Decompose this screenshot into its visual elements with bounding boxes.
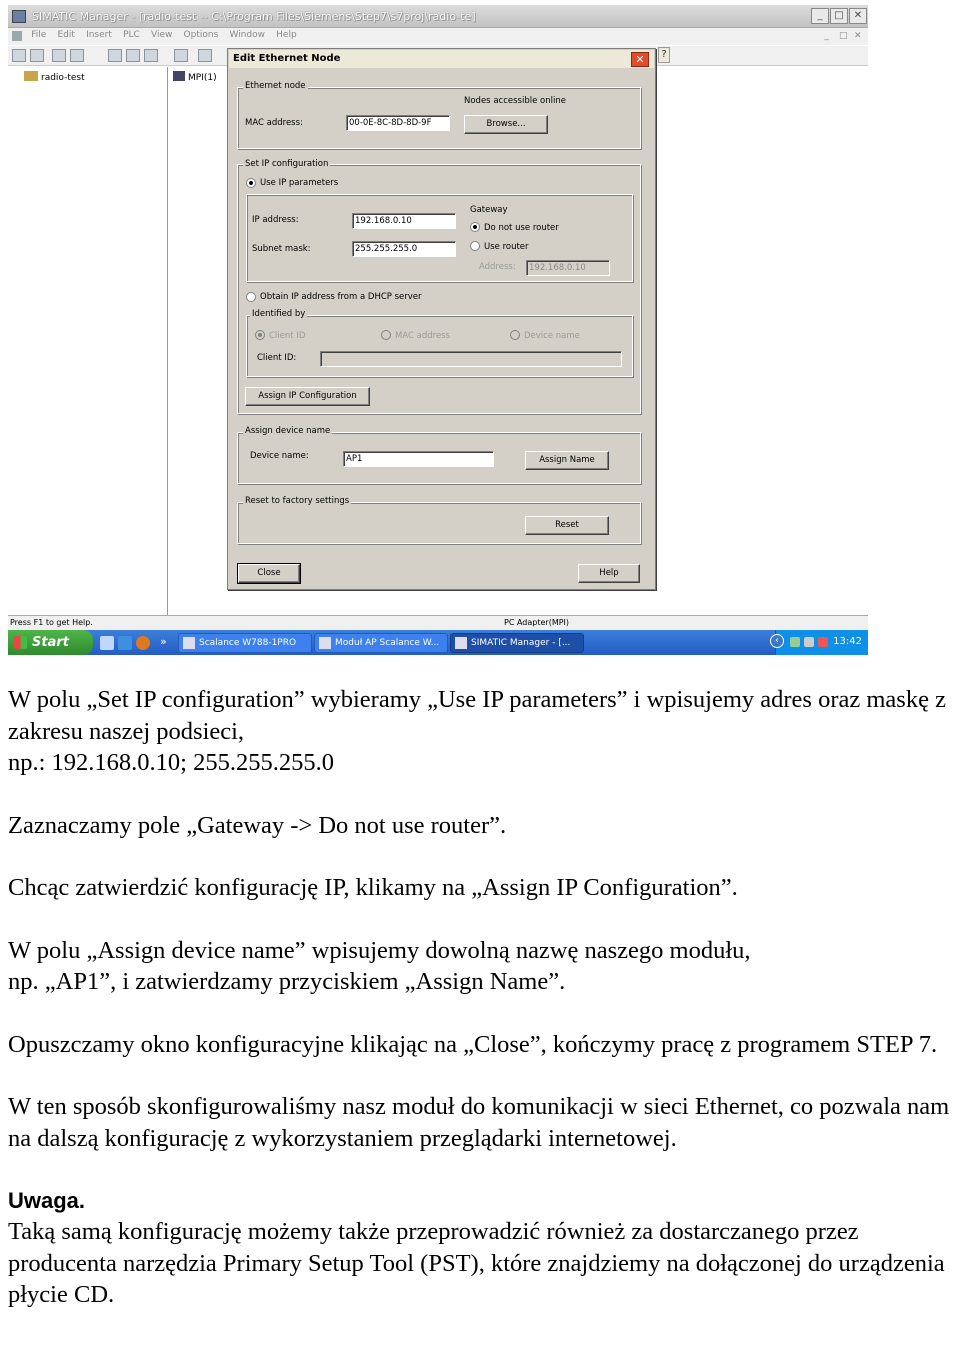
client-id-input[interactable] — [320, 351, 622, 367]
device-name-input[interactable]: AP1 — [343, 451, 494, 467]
online-icon[interactable] — [198, 49, 212, 62]
taskbar — [8, 630, 868, 655]
ip-address-input[interactable]: 192.168.0.10 — [352, 213, 456, 229]
maximize-button[interactable]: □ — [830, 8, 848, 24]
subnet-mask-input[interactable]: 255.255.255.0 — [352, 241, 456, 257]
simatic-icon — [455, 637, 467, 649]
document-icon — [319, 637, 331, 649]
mac-address-label: MAC address: — [245, 118, 303, 128]
task-modul[interactable]: Moduł AP Scalance W... — [314, 633, 448, 653]
mac-address-option-label: MAC address — [395, 331, 451, 341]
ie-icon[interactable] — [118, 636, 132, 650]
system-tray — [775, 630, 868, 655]
help-button[interactable]: Help — [578, 564, 640, 583]
close-window-button[interactable]: ✕ — [849, 8, 867, 24]
mdi-minimize-button[interactable]: _ — [824, 31, 829, 41]
copy-icon[interactable] — [126, 49, 140, 62]
assign-ip-configuration-button[interactable]: Assign IP Configuration — [245, 387, 370, 406]
status-adapter: PC Adapter(MPI) — [504, 618, 570, 627]
menu-bar — [8, 28, 868, 45]
window-title: SIMATIC Manager - [radio-test -- C:\Program Files\Siemens\Step7\s7proj\radio-te] — [32, 10, 476, 23]
object-item-mpi[interactable]: MPI(1) — [173, 71, 217, 83]
windows-logo-icon — [14, 636, 27, 649]
device-name-radio[interactable] — [510, 330, 520, 340]
ethernet-node-group-label: Ethernet node — [245, 81, 306, 91]
menu-window[interactable]: Window — [229, 30, 265, 40]
screenshot — [8, 5, 868, 655]
tray-expand-button[interactable]: ‹ — [770, 634, 784, 648]
close-button[interactable]: Close — [238, 564, 300, 583]
network-icon — [173, 71, 185, 81]
browser-icon — [183, 637, 195, 649]
start-button[interactable]: Start — [8, 630, 93, 655]
paste-icon[interactable] — [144, 49, 158, 62]
task-scalance[interactable]: Scalance W788-1PRO — [178, 633, 312, 653]
minimize-button[interactable]: _ — [811, 8, 829, 24]
subnet-mask-label: Subnet mask: — [252, 244, 311, 254]
set-ip-configuration-label: Set IP configuration — [245, 159, 329, 169]
do-not-use-router-radio[interactable] — [470, 222, 480, 232]
use-ip-parameters-label: Use IP parameters — [260, 178, 339, 188]
firefox-icon[interactable] — [136, 636, 150, 650]
volume-tray-icon[interactable] — [804, 637, 814, 647]
use-router-radio[interactable] — [470, 241, 480, 251]
cut-icon[interactable] — [108, 49, 122, 62]
mdi-close-button[interactable]: ✕ — [854, 31, 862, 41]
open-icon[interactable] — [30, 49, 44, 62]
paragraph-close: Opuszczamy okno konfiguracyjne klikając na „Close”, kończymy pracę z programem STEP 7. — [8, 1030, 938, 1058]
status-help: Press F1 to get Help. — [10, 618, 93, 627]
menu-plc[interactable]: PLC — [123, 30, 140, 40]
security-tray-icon[interactable] — [818, 637, 828, 647]
gateway-label: Gateway — [470, 205, 508, 215]
router-address-input[interactable]: 192.168.0.10 — [526, 260, 610, 276]
instruction-text — [8, 684, 960, 1311]
new-icon[interactable] — [12, 49, 26, 62]
assign-device-name-label: Assign device name — [245, 426, 331, 436]
paragraph-device-name-example: np. „AP1”, i zatwierdzamy przyciskiem „Assign Name”. — [8, 968, 566, 995]
download-icon[interactable] — [174, 49, 188, 62]
show-desktop-icon[interactable] — [100, 636, 114, 650]
clock: 13:42 — [833, 636, 862, 647]
document-icon — [12, 31, 22, 41]
dhcp-label: Obtain IP address from a DHCP server — [260, 292, 422, 302]
do-not-use-router-label: Do not use router — [484, 223, 559, 233]
identified-by-group — [246, 315, 633, 377]
client-id-label: Client ID: — [257, 353, 297, 363]
use-ip-parameters-radio[interactable] — [246, 178, 256, 188]
menu-edit[interactable]: Edit — [57, 30, 75, 40]
reset-group-label: Reset to factory settings — [245, 496, 350, 506]
menu-view[interactable]: View — [151, 30, 173, 40]
menu-insert[interactable]: Insert — [86, 30, 112, 40]
browse-button[interactable]: Browse... — [464, 115, 548, 134]
dialog-close-button[interactable]: ✕ — [631, 52, 649, 67]
network-tray-icon[interactable] — [790, 637, 800, 647]
client-id-option-label: Client ID — [269, 331, 306, 341]
memory-card-icon[interactable] — [70, 49, 84, 62]
nodes-online-label: Nodes accessible online — [464, 96, 566, 106]
menu-options[interactable]: Options — [183, 30, 219, 40]
paragraph-ip-config: W polu „Set IP configuration” wybieramy „Use IP parameters” i wpisujemy adres oraz maskę z zakresu naszej podsieci, — [8, 686, 946, 745]
paragraph-summary: W ten sposób skonfigurowaliśmy nasz moduł do komunikacji w sieci Ethernet, co pozwala nam na dalszą konfigurację z wykorzystaniem przeglądarki internetowej. — [8, 1093, 950, 1152]
app-icon — [12, 10, 26, 23]
paragraph-assign-ip: Chcąc zatwierdzić konfigurację IP, klikamy na „Assign IP Configuration”. — [8, 874, 738, 901]
mac-address-radio[interactable] — [381, 330, 391, 340]
router-address-label: Address: — [479, 262, 516, 272]
menu-file[interactable]: File — [31, 30, 47, 40]
dialog-title: Edit Ethernet Node — [233, 53, 341, 64]
status-bar — [8, 615, 868, 630]
edit-ethernet-node-dialog — [227, 48, 656, 590]
use-router-label: Use router — [484, 242, 529, 252]
accessible-nodes-icon[interactable] — [52, 49, 66, 62]
identified-by-label: Identified by — [252, 309, 306, 319]
dialog-title-bar — [229, 50, 654, 68]
menu-help[interactable]: Help — [276, 30, 297, 40]
ip-address-label: IP address: — [252, 215, 299, 225]
client-id-radio[interactable] — [255, 330, 265, 340]
tree-item-project[interactable]: radio-test — [24, 71, 85, 83]
assign-name-button[interactable]: Assign Name — [525, 451, 609, 470]
dhcp-radio[interactable] — [246, 292, 256, 302]
quicklaunch-chevron[interactable]: » — [160, 635, 167, 648]
device-name-label: Device name: — [250, 451, 309, 461]
mdi-restore-button[interactable]: □ — [839, 31, 848, 41]
reset-button[interactable]: Reset — [525, 516, 609, 535]
paragraph-gateway: Zaznaczamy pole „Gateway -> Do not use router”. — [8, 811, 507, 839]
task-simatic[interactable]: SIMATIC Manager - [... — [450, 633, 584, 653]
paragraph-device-name: W polu „Assign device name” wpisujemy dowolną nazwę naszego modułu, — [8, 936, 751, 964]
warning-title: Uwaga. — [8, 1188, 86, 1213]
paragraph-ip-example: np.: 192.168.0.10; 255.255.255.0 — [8, 749, 334, 776]
project-tree — [8, 67, 168, 615]
context-help-button[interactable]: ? — [658, 47, 670, 63]
project-icon — [24, 71, 38, 81]
device-name-option-label: Device name — [524, 331, 580, 341]
paragraph-pst: Taką samą konfigurację możemy także przeprowadzić również za dostarczanego przez producenta narzędzia Primary Setup Tool (PST), które znajdziemy na dołączonej do urządzenia płycie CD. — [8, 1218, 945, 1308]
title-bar — [8, 5, 868, 28]
mac-address-input[interactable]: 00-0E-8C-8D-8D-9F — [346, 115, 450, 131]
